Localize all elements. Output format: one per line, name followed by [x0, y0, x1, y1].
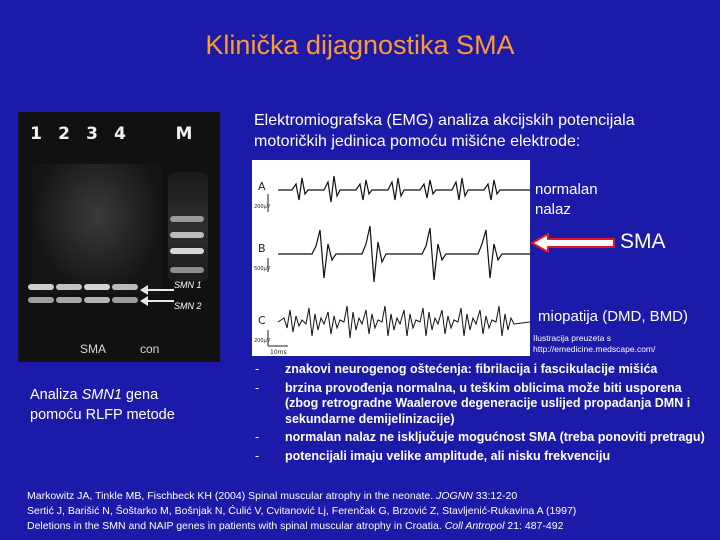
analysis-gene: SMN1	[81, 387, 122, 403]
finding-text: brzina provođenja normalna, u teškim oblicima može biti usporena (zbog retrogradne Waalerove degeneracije uslijed propadanja DMN i sekundarne demijelinizacije)	[285, 380, 691, 426]
gel-control-label: con	[140, 342, 160, 356]
normal-finding-line: normalan	[535, 181, 598, 198]
reference-1	[27, 489, 717, 504]
reference-journal: JOGNN	[436, 490, 473, 502]
finding-item	[255, 430, 715, 446]
emg-heading-line: motoričkih jedinica pomoću mišićne elektrode:	[254, 133, 581, 150]
analysis-method: pomoću RLFP metode	[30, 407, 175, 423]
gel-marker-band	[170, 216, 204, 222]
gel-smn1-band	[56, 284, 82, 290]
gel-electrophoresis-image	[18, 112, 220, 362]
gel-smn1-band	[112, 284, 138, 290]
scale-label-a: 200µV	[254, 204, 271, 210]
gel-marker-lane	[168, 172, 208, 282]
trace-label-b: B	[258, 242, 266, 255]
normal-finding-line: nalaz	[535, 201, 571, 218]
reference-text: Sertić J, Barišić N, Šoštarko M, Bošnjak N, Ćulić V, Cvitanović Lj, Ferenčak G, Brzović Z, Stavljenić-Rukavina A (1997)	[27, 505, 577, 517]
gel-lane-label: 2	[58, 124, 70, 144]
reference-2	[27, 504, 717, 519]
bullet-dash-icon: -	[255, 380, 260, 395]
gel-background-smear	[32, 164, 162, 294]
emg-trace-normal	[278, 176, 530, 202]
finding-item	[255, 449, 715, 465]
emg-heading	[254, 110, 714, 152]
gel-smn2-band	[84, 297, 110, 303]
illustration-credit-line: Ilustracija preuzeta s	[533, 333, 611, 343]
gel-smn2-band	[112, 297, 138, 303]
gel-smn2-band	[28, 297, 54, 303]
gel-lane-label: 4	[114, 124, 126, 144]
gel-smn2-band	[56, 297, 82, 303]
emg-traces-svg	[252, 160, 530, 356]
time-label: 10ms	[270, 349, 287, 356]
finding-text: normalan nalaz ne isključuje mogućnost SMA (treba ponoviti pretragu)	[285, 430, 705, 444]
reference-journal: Coll Antropol	[444, 520, 505, 532]
gel-marker-band	[170, 232, 204, 238]
smn1-arrow-icon	[142, 289, 174, 291]
emg-findings-list	[255, 362, 715, 467]
reference-text: 21: 487-492	[504, 520, 564, 532]
reference-text: Deletions in the SMN and NAIP genes in patients with spinal muscular atrophy in Croatia.	[27, 520, 445, 532]
gel-lane-label: 3	[86, 124, 98, 144]
bullet-dash-icon: -	[255, 430, 260, 444]
normal-finding-label	[535, 180, 598, 220]
gel-lane-label: 1	[30, 124, 42, 144]
reference-text: 33:12-20	[472, 490, 518, 502]
finding-text: potencijali imaju velike amplitude, ali nisku frekvenciju	[285, 448, 611, 463]
references	[27, 489, 717, 534]
sma-arrow-icon	[530, 233, 616, 253]
sma-trace-label: SMA	[620, 230, 666, 253]
gel-marker-band	[170, 248, 204, 254]
gel-smn1-band	[84, 284, 110, 290]
smn1-label: SMN 1	[174, 280, 202, 290]
gel-sma-label: SMA	[80, 342, 107, 356]
reference-text: Markowitz JA, Tinkle MB, Fischbeck KH (2004) Spinal muscular atrophy in the neonate.	[27, 490, 437, 502]
bullet-dash-icon: -	[255, 362, 260, 376]
gel-lane-label: M	[175, 124, 193, 144]
emg-trace-sma	[278, 226, 530, 282]
trace-label-c: C	[258, 314, 266, 327]
emg-traces-image	[252, 160, 530, 356]
trace-label-a: A	[258, 180, 266, 193]
finding-text: znakovi neurogenog oštećenja: fibrilacija i fascikulacije mišića	[285, 362, 658, 376]
gel-marker-band	[170, 267, 204, 273]
analysis-caption	[30, 385, 230, 425]
finding-item	[255, 362, 715, 378]
analysis-prefix: Analiza	[30, 387, 82, 403]
scale-label-c: 200µV	[254, 338, 271, 344]
analysis-suffix: gena	[121, 387, 159, 403]
gel-smn1-band	[28, 284, 54, 290]
emg-heading-line: Elektromiografska (EMG) analiza akcijskih potencijala	[254, 112, 635, 129]
smn2-arrow-icon	[142, 300, 174, 302]
myopathy-label: miopatija (DMD, BMD)	[538, 308, 689, 325]
illustration-credit	[533, 333, 718, 355]
reference-3	[27, 519, 717, 534]
finding-item	[255, 381, 715, 428]
bullet-dash-icon: -	[255, 448, 260, 463]
illustration-credit-url: http://emedicine.medscape.com/	[533, 344, 656, 354]
scale-label-b: 500µV	[254, 266, 271, 272]
emg-trace-myopathy	[278, 306, 530, 338]
slide-title: Klinička dijagnostika SMA	[205, 30, 515, 60]
smn2-label: SMN 2	[174, 301, 202, 311]
